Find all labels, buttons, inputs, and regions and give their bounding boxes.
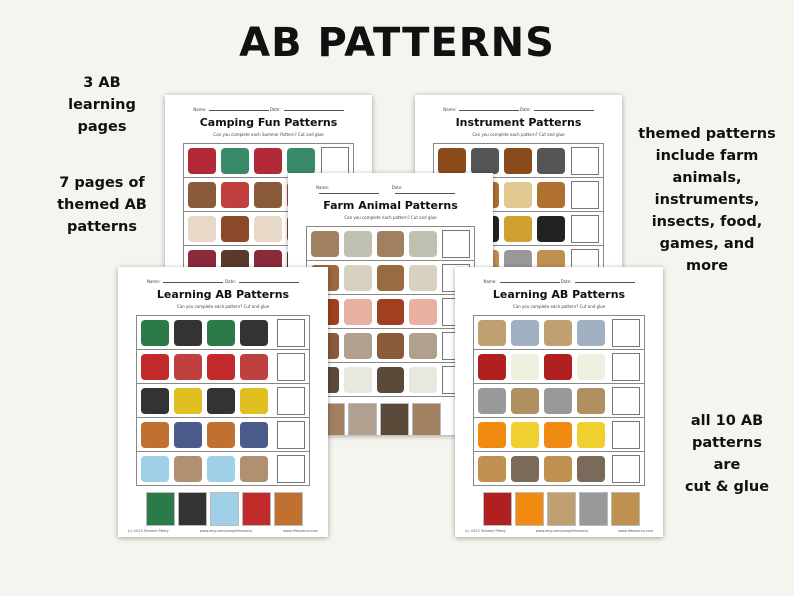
answer-box[interactable]	[442, 230, 470, 258]
wagon-icon	[141, 354, 169, 380]
fishbowl-icon	[141, 456, 169, 482]
daisy-icon	[511, 354, 539, 380]
pattern-rows	[473, 315, 645, 486]
rose-icon	[544, 354, 572, 380]
answer-box[interactable]	[571, 181, 599, 209]
sheet-title: Instrument Patterns	[455, 116, 582, 129]
orange-cutout-icon[interactable]	[515, 492, 544, 526]
moon-icon	[577, 320, 605, 346]
daisy-icon	[577, 354, 605, 380]
answer-box[interactable]	[612, 353, 640, 381]
sheet-subtitle: Can you complete each Summer Pattern? Cut and glue	[213, 132, 324, 137]
cabin-icon	[221, 216, 249, 242]
sheet-learning-1	[118, 267, 328, 537]
sheep-icon	[409, 265, 437, 291]
pig-icon	[409, 299, 437, 325]
orange-icon	[544, 422, 572, 448]
note-learning-pages: 3 AB learning pages	[68, 75, 136, 135]
lantern-icon	[141, 320, 169, 346]
pattern-rows	[136, 315, 310, 486]
turkey-icon	[377, 367, 405, 393]
sheet-title: Farm Animal Patterns	[323, 199, 458, 212]
cap-icon	[240, 388, 268, 414]
guitar-icon	[537, 182, 565, 208]
drum-icon	[471, 148, 499, 174]
sheet-title: Camping Fun Patterns	[199, 116, 338, 129]
name-label: Name:	[443, 107, 519, 112]
rose-cutout-icon[interactable]	[483, 492, 512, 526]
axe-icon	[188, 182, 216, 208]
violin-icon	[504, 148, 532, 174]
trumpet-icon	[504, 216, 532, 242]
cap-icon	[174, 388, 202, 414]
cut-out-strip	[483, 492, 645, 526]
flashlight-icon	[174, 320, 202, 346]
sheet-subtitle: Can you complete each pattern? Cut and glue	[344, 215, 437, 220]
hat-icon	[141, 388, 169, 414]
duck-icon	[409, 367, 437, 393]
answer-box[interactable]	[612, 387, 640, 415]
backpack-icon	[188, 148, 216, 174]
pattern-row	[307, 363, 474, 396]
fishing-rod-icon	[221, 182, 249, 208]
lantern-icon	[207, 320, 235, 346]
cat-icon	[511, 456, 539, 482]
cat-icon	[577, 456, 605, 482]
pattern-row	[137, 384, 309, 418]
date-label: Date:	[270, 107, 344, 112]
pot-icon	[207, 422, 235, 448]
marshmallow-icon	[254, 216, 282, 242]
screw-icon	[577, 388, 605, 414]
nail-cutout-icon[interactable]	[579, 492, 608, 526]
sheet-footer	[455, 526, 663, 536]
main-title: AB PATTERNS	[239, 20, 555, 66]
pattern-row	[474, 350, 644, 384]
answer-box[interactable]	[277, 455, 305, 483]
star-cutout-icon[interactable]	[547, 492, 576, 526]
lantern-cutout-icon[interactable]	[146, 492, 175, 526]
pattern-row	[137, 452, 309, 485]
duck-icon	[344, 367, 372, 393]
pattern-row	[474, 316, 644, 350]
date-label: Date:	[392, 185, 465, 195]
nail-icon	[478, 388, 506, 414]
rooster-icon	[377, 299, 405, 325]
pattern-rows	[306, 226, 475, 397]
bowl-icon	[240, 422, 268, 448]
tent-icon	[221, 148, 249, 174]
answer-box[interactable]	[277, 353, 305, 381]
backpack-icon	[254, 148, 282, 174]
sheet-subtitle: Can you complete each pattern? Cut and glue	[512, 304, 606, 309]
goat-icon	[377, 231, 405, 257]
recorder-icon	[504, 182, 532, 208]
pig-icon	[344, 299, 372, 325]
cow-icon	[377, 265, 405, 291]
pattern-row	[307, 295, 474, 329]
footer-text: www.lifeovercs.com	[618, 529, 653, 533]
date-label: Date:	[561, 279, 635, 284]
nail-icon	[544, 388, 572, 414]
sheet-subtitle: Can you complete each pattern? Cut and glue	[176, 304, 270, 309]
star-icon	[544, 320, 572, 346]
axe-icon	[254, 182, 282, 208]
lizard-icon	[240, 456, 268, 482]
cut-out-strip	[146, 492, 310, 526]
dog-icon	[478, 456, 506, 482]
footer-text: (c) 2023 Tammie Pilkey	[128, 529, 169, 533]
dog-cutout-icon[interactable]	[611, 492, 640, 526]
hat-icon	[207, 388, 235, 414]
note-themes: themed patterns include farm animals, instruments, insects, food, games, and more	[638, 126, 776, 274]
sheet-footer	[118, 526, 328, 536]
date-label: Date:	[225, 279, 299, 284]
tent-icon	[287, 148, 315, 174]
banana-icon	[577, 422, 605, 448]
name-label: Name:	[193, 107, 269, 112]
footer-text: www.etsy.com/shop/lifeovercs	[199, 529, 253, 533]
goat-icon	[311, 231, 339, 257]
sheet-learning-2	[455, 267, 663, 537]
piano-icon	[537, 216, 565, 242]
violin-icon	[438, 148, 466, 174]
cut-out-strip	[316, 403, 475, 435]
bowl-icon	[174, 422, 202, 448]
sheep-icon	[344, 265, 372, 291]
flashlight-icon	[240, 320, 268, 346]
footer-text: www.etsy.com/shop/lifeovercs	[535, 529, 589, 533]
fishbowl-icon	[207, 456, 235, 482]
sheet-title: Learning AB Patterns	[156, 288, 290, 301]
star-icon	[478, 320, 506, 346]
answer-box[interactable]	[612, 455, 640, 483]
pattern-row	[474, 384, 644, 418]
hen-icon	[409, 231, 437, 257]
pattern-row	[307, 261, 474, 295]
pattern-row	[307, 227, 474, 261]
hen-icon	[344, 231, 372, 257]
answer-box[interactable]	[612, 319, 640, 347]
tricycle-icon	[174, 354, 202, 380]
donkey-icon	[409, 333, 437, 359]
drum-icon	[537, 148, 565, 174]
fishbowl-cutout-icon[interactable]	[210, 492, 239, 526]
answer-box[interactable]	[571, 147, 599, 175]
donkey-cutout-icon[interactable]	[348, 403, 377, 435]
note-cut-glue: all 10 AB patterns are cut & glue	[684, 413, 770, 495]
horse-icon	[377, 333, 405, 359]
pattern-row	[137, 350, 309, 384]
sheet-subtitle: Can you complete each pattern? Cut and glue	[472, 132, 565, 137]
pattern-row	[307, 329, 474, 363]
donkey-icon	[344, 333, 372, 359]
pattern-row	[137, 418, 309, 452]
wagon-icon	[207, 354, 235, 380]
orange-icon	[478, 422, 506, 448]
moon-icon	[511, 320, 539, 346]
answer-box[interactable]	[277, 387, 305, 415]
date-label: Date:	[520, 107, 594, 112]
answer-box[interactable]	[277, 421, 305, 449]
screw-icon	[511, 388, 539, 414]
marshmallow-icon	[188, 216, 216, 242]
pattern-row	[137, 316, 309, 350]
note-themed-pages: 7 pages of themed AB patterns	[57, 175, 147, 235]
pot-icon	[141, 422, 169, 448]
answer-box[interactable]	[321, 147, 349, 175]
name-label: Name:	[316, 185, 392, 195]
name-label: Name:	[147, 279, 223, 284]
pattern-row	[474, 452, 644, 485]
turkey-cutout-icon[interactable]	[380, 403, 409, 435]
answer-box[interactable]	[571, 215, 599, 243]
tricycle-icon	[240, 354, 268, 380]
name-label: Name:	[483, 279, 559, 284]
answer-box[interactable]	[612, 421, 640, 449]
footer-text: (c) 2023 Tammie Pilkey	[465, 529, 506, 533]
banana-icon	[511, 422, 539, 448]
pattern-row	[474, 418, 644, 452]
footer-text: www.lifeovercs.com	[283, 529, 318, 533]
pot-cutout-icon[interactable]	[274, 492, 303, 526]
sheet-title: Learning AB Patterns	[492, 288, 626, 301]
dog-icon	[544, 456, 572, 482]
goat-cutout-icon[interactable]	[412, 403, 441, 435]
wagon-cutout-icon[interactable]	[242, 492, 271, 526]
answer-box[interactable]	[277, 319, 305, 347]
rose-icon	[478, 354, 506, 380]
lizard-icon	[174, 456, 202, 482]
hat-cutout-icon[interactable]	[178, 492, 207, 526]
